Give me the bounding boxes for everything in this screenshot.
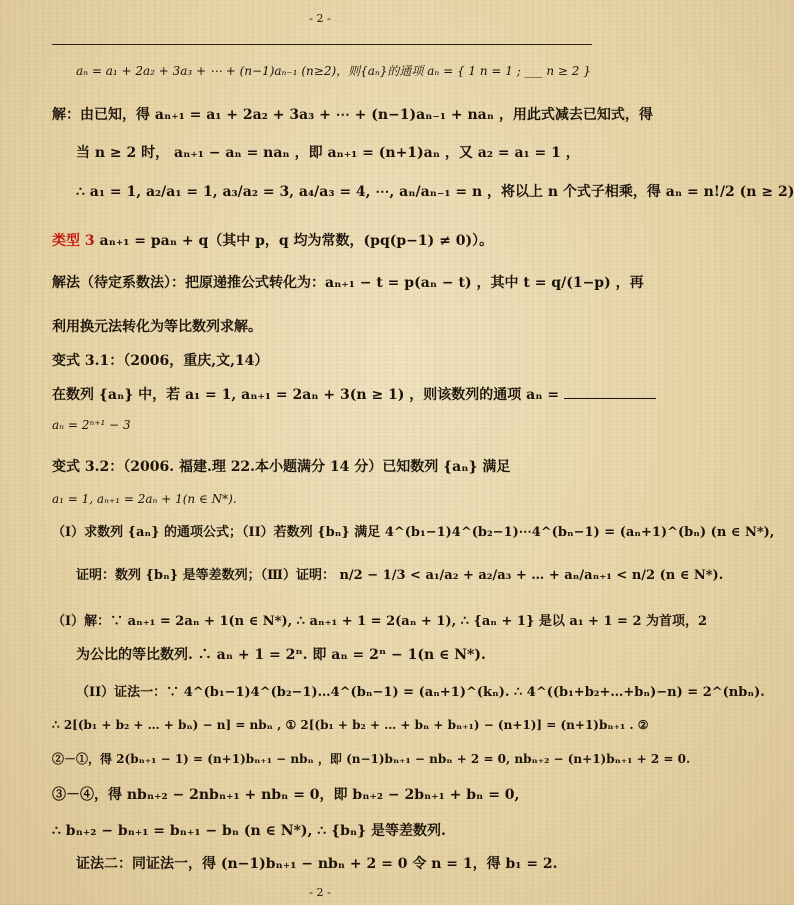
text-line: ∴ 2[(b₁ + b₂ + … + bₙ) − n] = nbₙ , ① 2[(b₁ + b₂ + … + bₙ + bₙ₊₁) − (n+1)] = (n+1)bₙ₊₁ . ② <box>52 718 649 732</box>
text-line: （II）证法一：∵ 4^(b₁−1)4^(b₂−1)…4^(bₙ−1) = (aₙ+1)^(kₙ). ∴ 4^((b₁+b₂+…+bₙ)−n) = 2^(nbₙ). <box>76 685 765 700</box>
text-line: 变式 3.2：（2006. 福建.理 22.本小题满分 14 分）已知数列 {aₙ} 满足 <box>52 459 511 475</box>
text-line <box>52 232 592 250</box>
text-line: ③－④，得 nbₙ₊₂ − 2nbₙ₊₁ + nbₙ = 0，即 bₙ₊₂ − 2bₙ₊₁ + bₙ = 0, <box>52 787 520 803</box>
text-line: （I）解：∵ aₙ₊₁ = 2aₙ + 1(n ∈ N*), ∴ aₙ₊₁ + 1 = 2(aₙ + 1), ∴ {aₙ + 1} 是以 a₁ + 1 = 2 为首项，2 <box>52 614 708 629</box>
text-line: 解法（待定系数法）：把原递推公式转化为：aₙ₊₁ − t = p(aₙ − t) ，其中 t = q/(1−p) ，再 <box>52 275 644 291</box>
answer-text: aₙ = 2ⁿ⁺¹ − 3 <box>52 418 131 432</box>
text-line: 为公比的等比数列. ∴ aₙ + 1 = 2ⁿ. 即 aₙ = 2ⁿ − 1(n ∈ N*). <box>76 647 486 663</box>
text-line: 当 n ≥ 2 时， aₙ₊₁ − aₙ = naₙ ，即 aₙ₊₁ = (n+1)aₙ ，又 a₂ = a₁ = 1 ， <box>76 145 580 161</box>
text-line: ∴ a₁ = 1, a₂/a₁ = 1, a₃/a₂ = 3, a₄/a₃ = 4, ⋯, aₙ/aₙ₋₁ = n ，将以上 n 个式子相乘，得 aₙ = n!/2 (n ≥ 2) <box>76 184 794 200</box>
text-line: aₙ = a₁ + 2a₂ + 3a₃ + ⋯ + (n−1)aₙ₋₁ (n≥2)，则{aₙ}的通项 aₙ = { 1 n = 1 ; ___ n ≥ 2 } <box>76 64 591 78</box>
type-formula: aₙ₊₁ = paₙ + q（其中 p，q 均为常数，(pq(p−1) ≠ 0)）。 <box>99 233 494 249</box>
text-line: 证法二：同证法一，得 (n−1)bₙ₊₁ − nbₙ + 2 = 0 令 n = 1，得 b₁ = 2. <box>76 856 558 872</box>
answer-blank <box>564 386 656 399</box>
text-line: ②－①，得 2(bₙ₊₁ − 1) = (n+1)bₙ₊₁ − nbₙ ，即 (n−1)bₙ₊₁ − nbₙ + 2 = 0, nbₙ₊₂ − (n+1)bₙ₊₁ + 2 = 0. <box>52 752 691 766</box>
page-number-top: - 2 - <box>309 12 331 25</box>
page-number-bottom: - 2 - <box>309 886 331 899</box>
text-line <box>52 386 592 404</box>
text-line: （I）求数列 {aₙ} 的通项公式；（II）若数列 {bₙ} 满足 4^(b₁−1)4^(b₂−1)⋯4^(bₙ−1) = (aₙ+1)^(bₙ) (n ∈ N*), <box>52 525 775 540</box>
text-line: 利用换元法转化为等比数列求解。 <box>52 319 262 335</box>
type-heading: 类型 3 <box>52 233 95 249</box>
text-line: 证明：数列 {bₙ} 是等差数列；（Ⅲ）证明： n/2 − 1/3 < a₁/a₂ + a₂/a₃ + … + aₙ/aₙ₊₁ < n/2 (n ∈ N*). <box>76 568 724 583</box>
text-line: 变式 3.1：（2006，重庆,文,14） <box>52 353 269 369</box>
text-line: a₁ = 1, aₙ₊₁ = 2aₙ + 1(n ∈ N*). <box>52 492 237 506</box>
text-line: ∴ bₙ₊₂ − bₙ₊₁ = bₙ₊₁ − bₙ (n ∈ N*), ∴ {bₙ} 是等差数列. <box>52 823 446 839</box>
header-rule <box>52 44 592 45</box>
question-text: 在数列 {aₙ} 中，若 a₁ = 1, aₙ₊₁ = 2aₙ + 3(n ≥ 1) ，则该数列的通项 aₙ = <box>52 387 560 403</box>
text-line: 解：由已知，得 aₙ₊₁ = a₁ + 2a₂ + 3a₃ + ⋯ + (n−1)aₙ₋₁ + naₙ ，用此式减去已知式，得 <box>52 107 653 123</box>
